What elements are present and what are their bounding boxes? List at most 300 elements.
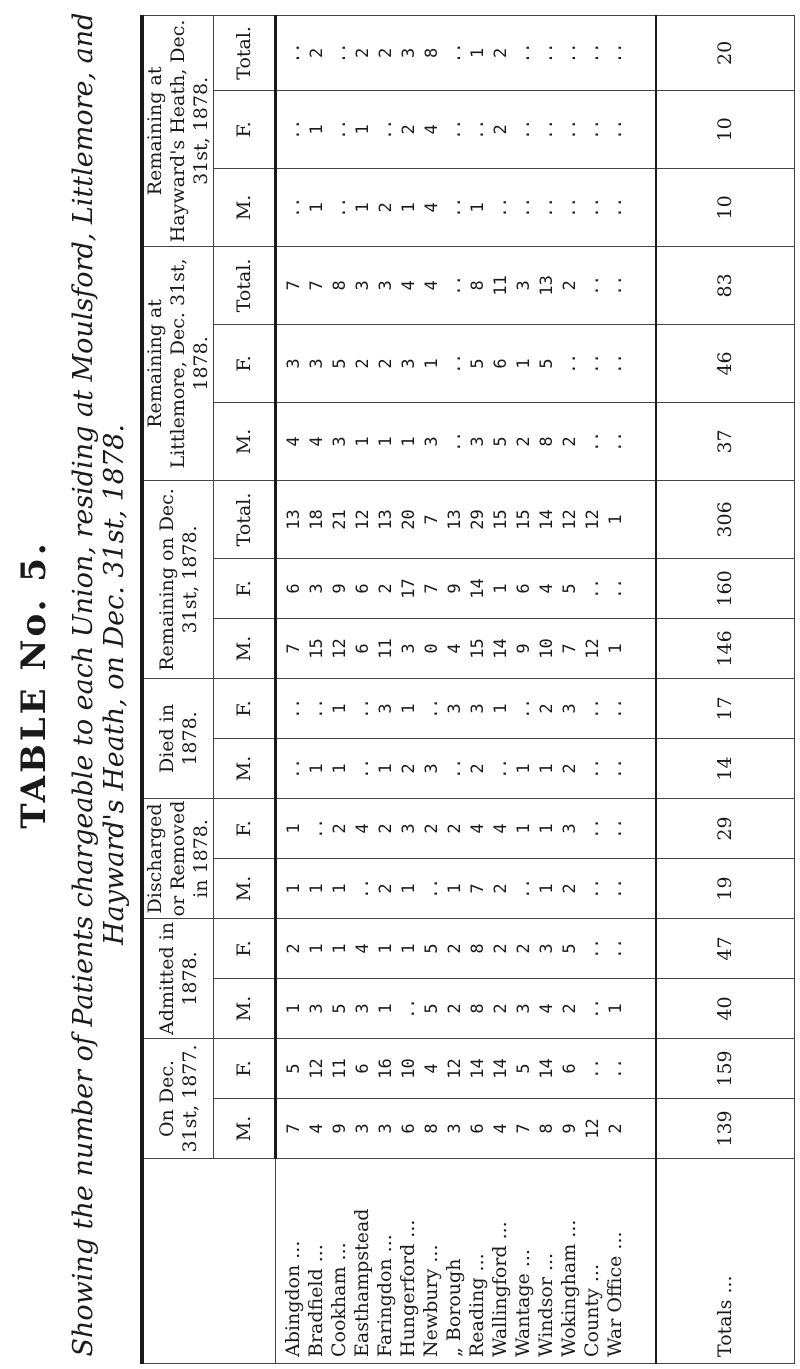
died-m-column-entry: ..: [445, 758, 465, 779]
group-header-on-1877: On Dec. 31st, 1877.: [142, 1039, 214, 1159]
littlemore-m-column-entry: ..: [606, 431, 626, 452]
died-m-column-entry: 2: [468, 763, 488, 774]
hayward-f-column-entry: 2: [399, 124, 419, 135]
hayward-f-column-entry: 1: [307, 124, 327, 135]
remaining-total-column-entry: 20: [399, 509, 419, 530]
discharged-f-column-entry: 1: [537, 823, 557, 834]
hayward-m-column-entry: ..: [491, 197, 511, 218]
discharged-f-column-entry: 2: [445, 823, 465, 834]
died-f-header: F.: [214, 678, 276, 738]
admitted-m-column-entry: ..: [583, 998, 603, 1019]
hayward-f-header: F.: [214, 90, 276, 168]
hayward-f-column-entry: ..: [514, 119, 534, 140]
union-names-entry: Windsor ...: [535, 1252, 557, 1357]
hayward-m-column-entry: 1: [307, 202, 327, 213]
union-names-entry: „ Borough: [443, 1258, 465, 1357]
hayward-f-column-entry: ..: [606, 119, 626, 140]
died-m-column-entry: ..: [606, 758, 626, 779]
remaining-total-column: [276, 480, 656, 558]
died-f-column-entry: ..: [606, 698, 626, 719]
littlemore-m-column-entry: 3: [330, 436, 350, 447]
admitted-m-column-entry: 5: [422, 1003, 442, 1014]
hayward-total-column-entry: 3: [399, 47, 419, 59]
admitted-m-column-entry: ..: [399, 998, 419, 1019]
admitted-f-column-entry: 2: [491, 943, 511, 954]
admitted-f-header: F.: [214, 918, 276, 978]
union-names-entry: Wokingham ...: [558, 1219, 580, 1357]
littlemore-f-column-entry: 2: [353, 358, 373, 369]
littlemore-f-header: F.: [214, 324, 276, 402]
hayward-total-column-entry: ..: [330, 42, 350, 64]
remaining-f-column-entry: 6: [353, 583, 373, 594]
admitted-m-column-entry: 4: [537, 1003, 557, 1014]
total-littlemore-m: 37: [656, 402, 795, 480]
died-f-column-entry: 1: [399, 703, 419, 714]
discharged-f-column: [276, 798, 656, 858]
hayward-m-column: [276, 168, 656, 246]
total-hayward-total: 20: [656, 15, 795, 90]
remaining-total-column-entry: 29: [468, 509, 488, 530]
littlemore-f-column-entry: ..: [560, 353, 580, 374]
on-1877-m-column-entry: 3: [353, 1123, 373, 1134]
littlemore-total-column-entry: 3: [376, 280, 396, 291]
group-header-littlemore: Remaining at Littlemore, Dec. 31st, 1878.: [142, 246, 214, 480]
remaining-total-column-entry: 12: [560, 509, 580, 530]
on-1877-m-column-entry: 4: [307, 1123, 327, 1134]
littlemore-total-column-entry: 3: [353, 280, 373, 291]
discharged-f-column-entry: ..: [307, 818, 327, 839]
hayward-total-column-entry: 2: [307, 47, 327, 59]
on-1877-f-column-entry: 5: [284, 1063, 304, 1074]
totals-label: Totals ...: [656, 1159, 795, 1364]
hayward-f-column-entry: ..: [284, 119, 304, 140]
hayward-m-column-entry: ..: [284, 197, 304, 218]
admitted-m-column-entry: 3: [307, 1003, 327, 1014]
union-names: [276, 1159, 656, 1364]
total-on-1877-m: 139: [656, 1099, 795, 1159]
hayward-m-column-entry: ..: [537, 197, 557, 218]
total-remaining-total: 306: [656, 480, 795, 558]
hayward-total-column-entry: ..: [583, 42, 603, 64]
union-names-entry: Hungerford ...: [397, 1219, 419, 1357]
hayward-total-column-entry: ..: [514, 42, 534, 64]
remaining-m-column-entry: 11: [376, 638, 396, 659]
hayward-m-column-entry: ..: [606, 197, 626, 218]
discharged-f-column-entry: 3: [560, 823, 580, 834]
on-1877-m-column-entry: 8: [422, 1123, 442, 1134]
on-1877-m-column-entry: 2: [606, 1123, 626, 1134]
hayward-f-column-entry: 4: [422, 124, 442, 135]
admitted-f-column-entry: 3: [537, 943, 557, 954]
discharged-m-column-entry: ..: [422, 878, 442, 899]
littlemore-total-column-entry: 4: [422, 280, 442, 291]
littlemore-m-header: M.: [214, 402, 276, 480]
on-1877-m-column-entry: 3: [445, 1123, 465, 1134]
discharged-f-column-entry: 2: [376, 823, 396, 834]
hayward-total-column-entry: ..: [560, 42, 580, 64]
remaining-m-column-entry: 10: [537, 638, 557, 659]
admitted-m-column-entry: 2: [445, 1003, 465, 1014]
died-m-column-entry: 1: [537, 763, 557, 774]
remaining-f-column-entry: 17: [399, 578, 419, 599]
remaining-f-column-entry: 6: [514, 583, 534, 594]
total-littlemore-total: 83: [656, 246, 795, 324]
discharged-f-column-entry: 1: [514, 823, 534, 834]
on-1877-m-header: M.: [214, 1099, 276, 1159]
littlemore-f-column-entry: 3: [307, 358, 327, 369]
discharged-f-column-entry: 4: [468, 823, 488, 834]
total-on-1877-f: 159: [656, 1039, 795, 1099]
admitted-f-column-entry: 5: [560, 943, 580, 954]
littlemore-total-column-entry: 2: [560, 280, 580, 291]
died-m-column-entry: 1: [376, 763, 396, 774]
hayward-total-column-entry: 8: [422, 47, 442, 59]
remaining-m-column-entry: 3: [399, 643, 419, 654]
died-f-column-entry: 3: [445, 703, 465, 714]
littlemore-total-column-entry: 13: [537, 275, 557, 296]
remaining-total-column-entry: 12: [583, 509, 603, 530]
discharged-m-column: [276, 858, 656, 918]
union-names-entry: Wallingford ...: [489, 1221, 511, 1357]
remaining-f-column-entry: 2: [376, 583, 396, 594]
admitted-m-header: M.: [214, 979, 276, 1039]
discharged-m-column-entry: 2: [491, 883, 511, 894]
littlemore-m-column-entry: 2: [560, 436, 580, 447]
total-hayward-f: 10: [656, 90, 795, 168]
group-header-discharged: Discharged or Removed in 1878.: [142, 798, 214, 918]
group-header-died: Died in 1878.: [142, 678, 214, 798]
on-1877-m-column-entry: 7: [514, 1123, 534, 1134]
union-names-entry: Bradfield ...: [305, 1244, 327, 1357]
hayward-m-column-entry: ..: [583, 197, 603, 218]
hayward-m-column-entry: 4: [422, 202, 442, 213]
on-1877-m-column-entry: 3: [376, 1123, 396, 1134]
on-1877-m-column-entry: 4: [491, 1123, 511, 1134]
died-m-column-entry: ..: [284, 758, 304, 779]
discharged-m-column-entry: 2: [560, 883, 580, 894]
on-1877-m-column-entry: 6: [468, 1123, 488, 1134]
died-f-column-entry: ..: [583, 698, 603, 719]
admitted-m-column-entry: 3: [514, 1003, 534, 1014]
discharged-f-column-entry: ..: [606, 818, 626, 839]
on-1877-f-column-entry: 5: [514, 1063, 534, 1074]
admitted-m-column: [276, 979, 656, 1039]
littlemore-m-column-entry: 5: [491, 436, 511, 447]
discharged-m-column-entry: 1: [330, 883, 350, 894]
admitted-f-column-entry: 5: [422, 943, 442, 954]
hayward-total-column: [276, 15, 656, 90]
discharged-f-column-entry: 3: [399, 823, 419, 834]
admitted-m-column-entry: 1: [284, 1003, 304, 1014]
hayward-f-column-entry: ..: [560, 119, 580, 140]
hayward-total-column-entry: 1: [468, 47, 488, 59]
on-1877-m-column-entry: 7: [284, 1123, 304, 1134]
littlemore-m-column-entry: 1: [376, 436, 396, 447]
littlemore-f-column-entry: 3: [284, 358, 304, 369]
littlemore-total-column-entry: 8: [468, 280, 488, 291]
remaining-f-column-entry: 1: [491, 583, 511, 594]
on-1877-m-column: [276, 1099, 656, 1159]
littlemore-m-column-entry: 3: [468, 436, 488, 447]
discharged-m-column-entry: 7: [468, 883, 488, 894]
on-1877-f-column-entry: 11: [330, 1058, 350, 1079]
total-hayward-m: 10: [656, 168, 795, 246]
group-header-remaining: Remaining on Dec. 31st, 1878.: [142, 480, 214, 678]
on-1877-f-column-entry: 6: [560, 1063, 580, 1074]
total-remaining-f: 160: [656, 558, 795, 618]
remaining-m-column-entry: 7: [284, 643, 304, 654]
admitted-f-column-entry: ..: [583, 938, 603, 959]
littlemore-total-column-entry: 7: [284, 280, 304, 291]
hayward-f-column: [276, 90, 656, 168]
littlemore-f-column-entry: 5: [537, 358, 557, 369]
remaining-f-column-entry: ..: [583, 578, 603, 599]
total-died-m: 14: [656, 738, 795, 798]
died-m-column: [276, 738, 656, 798]
on-1877-f-column: [276, 1039, 656, 1099]
admitted-m-column-entry: 1: [376, 1003, 396, 1014]
littlemore-total-column: [276, 246, 656, 324]
remaining-total-column-entry: 1: [606, 514, 626, 525]
on-1877-f-column-entry: 14: [537, 1058, 557, 1079]
discharged-f-column-entry: ..: [583, 818, 603, 839]
died-m-column-entry: 2: [399, 763, 419, 774]
remaining-f-column-entry: 4: [537, 583, 557, 594]
union-names-entry: Wantage ...: [512, 1249, 534, 1357]
union-names-entry: County ...: [581, 1264, 603, 1357]
admitted-m-column-entry: 8: [468, 1003, 488, 1014]
total-remaining-m: 146: [656, 618, 795, 678]
remaining-m-column-entry: 4: [445, 643, 465, 654]
hayward-total-column-entry: 2: [491, 47, 511, 59]
hayward-total-column-entry: ..: [284, 42, 304, 64]
littlemore-m-column-entry: 2: [514, 436, 534, 447]
littlemore-f-column-entry: 3: [399, 358, 419, 369]
littlemore-f-column-entry: 1: [514, 358, 534, 369]
admitted-f-column-entry: 8: [468, 943, 488, 954]
remaining-m-column-entry: 14: [491, 638, 511, 659]
remaining-total-column-entry: 18: [307, 509, 327, 530]
remaining-m-header: M.: [214, 618, 276, 678]
admitted-m-column-entry: 2: [560, 1003, 580, 1014]
hayward-f-column-entry: 1: [353, 124, 373, 135]
on-1877-m-column-entry: 6: [399, 1123, 419, 1134]
discharged-m-column-entry: 1: [537, 883, 557, 894]
union-names-entry: Abingdon ...: [282, 1240, 304, 1357]
remaining-f-column-entry: 9: [445, 583, 465, 594]
died-m-column-entry: 2: [560, 763, 580, 774]
discharged-m-column-entry: 1: [284, 883, 304, 894]
remaining-f-column-entry: 5: [560, 583, 580, 594]
discharged-m-column-entry: ..: [583, 878, 603, 899]
died-m-column-entry: 1: [330, 763, 350, 774]
littlemore-f-column-entry: ..: [445, 353, 465, 374]
died-m-column-entry: ..: [491, 758, 511, 779]
hayward-f-column-entry: ..: [330, 119, 350, 140]
remaining-total-column-entry: 12: [353, 509, 373, 530]
union-names-entry: War Office ...: [604, 1231, 626, 1357]
remaining-m-column: [276, 618, 656, 678]
admitted-f-column-entry: 2: [445, 943, 465, 954]
remaining-f-header: F.: [214, 558, 276, 618]
on-1877-f-column-entry: 14: [468, 1058, 488, 1079]
admitted-f-column-entry: 1: [330, 943, 350, 954]
on-1877-f-column-entry: ..: [583, 1058, 603, 1079]
remaining-m-column-entry: 9: [514, 643, 534, 654]
admitted-m-column-entry: 1: [606, 1003, 626, 1014]
remaining-f-column-entry: ..: [606, 578, 626, 599]
littlemore-total-column-entry: 4: [399, 280, 419, 291]
littlemore-total-column-entry: 3: [514, 280, 534, 291]
died-f-column-entry: ..: [353, 698, 373, 719]
littlemore-f-column: [276, 324, 656, 402]
remaining-m-column-entry: 12: [583, 638, 603, 659]
hayward-m-column-entry: ..: [330, 197, 350, 218]
hayward-f-column-entry: ..: [583, 119, 603, 140]
admitted-f-column-entry: 4: [353, 943, 373, 954]
remaining-total-column-entry: 13: [284, 509, 304, 530]
discharged-m-header: M.: [214, 858, 276, 918]
patients-table: [140, 0, 795, 1364]
hayward-f-column-entry: ..: [468, 119, 488, 140]
died-f-column-entry: 3: [560, 703, 580, 714]
on-1877-m-column-entry: 8: [537, 1123, 557, 1134]
hayward-total-header: Total.: [214, 15, 276, 90]
total-admitted-m: 40: [656, 979, 795, 1039]
remaining-f-column-entry: 7: [422, 583, 442, 594]
littlemore-f-column-entry: 1: [422, 358, 442, 369]
died-f-column-entry: ..: [422, 698, 442, 719]
discharged-m-column-entry: 1: [445, 883, 465, 894]
admitted-f-column-entry: 1: [307, 943, 327, 954]
remaining-m-column-entry: 6: [353, 643, 373, 654]
died-m-column-entry: 1: [307, 763, 327, 774]
hayward-m-column-entry: ..: [560, 197, 580, 218]
discharged-m-column-entry: 1: [399, 883, 419, 894]
union-names-entry: Reading ...: [466, 1253, 488, 1357]
discharged-f-column-entry: 4: [353, 823, 373, 834]
died-m-column-entry: 1: [514, 763, 534, 774]
discharged-f-column-entry: 2: [422, 823, 442, 834]
on-1877-f-column-entry: 6: [353, 1063, 373, 1074]
group-header-admitted: Admitted in 1878.: [142, 918, 214, 1038]
discharged-m-column-entry: ..: [353, 878, 373, 899]
union-header: [142, 1159, 276, 1364]
remaining-m-column-entry: 15: [307, 638, 327, 659]
died-f-column-entry: 2: [537, 703, 557, 714]
discharged-f-column-entry: 2: [330, 823, 350, 834]
admitted-f-column-entry: 2: [284, 943, 304, 954]
hayward-m-column-entry: ..: [514, 197, 534, 218]
hayward-total-column-entry: ..: [537, 42, 557, 64]
hayward-m-column-entry: ..: [445, 197, 465, 218]
total-discharged-f: 29: [656, 798, 795, 858]
died-f-column-entry: ..: [514, 698, 534, 719]
littlemore-total-column-entry: ..: [583, 275, 603, 296]
remaining-f-column-entry: 9: [330, 583, 350, 594]
table-number: TABLE No. 5.: [14, 540, 54, 829]
hayward-total-column-entry: 2: [376, 47, 396, 59]
union-names-entry: Newbury ...: [420, 1244, 442, 1357]
admitted-m-column-entry: 5: [330, 1003, 350, 1014]
littlemore-total-header: Total.: [214, 246, 276, 324]
discharged-m-column-entry: 1: [307, 883, 327, 894]
total-discharged-m: 19: [656, 858, 795, 918]
on-1877-m-column-entry: 9: [330, 1123, 350, 1134]
littlemore-total-column-entry: ..: [445, 275, 465, 296]
admitted-m-column-entry: 2: [491, 1003, 511, 1014]
admitted-f-column-entry: ..: [606, 938, 626, 959]
littlemore-total-column-entry: 11: [491, 275, 511, 296]
total-littlemore-f: 46: [656, 324, 795, 402]
died-f-column: [276, 678, 656, 738]
admitted-f-column-entry: 1: [399, 943, 419, 954]
hayward-f-column-entry: 2: [491, 124, 511, 135]
littlemore-total-column-entry: ..: [606, 275, 626, 296]
died-m-column-entry: ..: [353, 758, 373, 779]
hayward-total-column-entry: ..: [606, 42, 626, 64]
on-1877-f-column-entry: 16: [376, 1058, 396, 1079]
hayward-m-column-entry: 2: [376, 202, 396, 213]
died-f-column-entry: 1: [330, 703, 350, 714]
on-1877-m-column-entry: 12: [583, 1118, 603, 1139]
died-f-column-entry: 3: [376, 703, 396, 714]
remaining-m-column-entry: 0: [422, 643, 442, 654]
littlemore-m-column-entry: 1: [353, 436, 373, 447]
remaining-total-column-entry: 15: [514, 509, 534, 530]
remaining-total-column-entry: 13: [376, 509, 396, 530]
littlemore-m-column-entry: 3: [422, 436, 442, 447]
remaining-total-header: Total.: [214, 480, 276, 558]
littlemore-f-column-entry: 6: [491, 358, 511, 369]
total-admitted-f: 47: [656, 918, 795, 978]
remaining-total-column-entry: 7: [422, 514, 442, 525]
admitted-f-column-entry: 2: [514, 943, 534, 954]
remaining-m-column-entry: 1: [606, 643, 626, 654]
hayward-total-column-entry: ..: [445, 42, 465, 64]
table-caption: Showing the number of Patients chargeable to each Union, residing at Moulsford, Littlemore, and Hayward's Heath, on Dec. 31st, 1878.: [68, 12, 130, 1357]
died-f-column-entry: 3: [468, 703, 488, 714]
died-m-column-entry: ..: [583, 758, 603, 779]
discharged-f-column-entry: 4: [491, 823, 511, 834]
hayward-m-column-entry: 1: [353, 202, 373, 213]
discharged-f-column-entry: 1: [284, 823, 304, 834]
discharged-m-column-entry: ..: [514, 878, 534, 899]
littlemore-f-column-entry: 5: [468, 358, 488, 369]
remaining-total-column-entry: 14: [537, 509, 557, 530]
littlemore-total-column-entry: 7: [307, 280, 327, 291]
littlemore-f-column-entry: ..: [606, 353, 626, 374]
admitted-f-column-entry: 1: [376, 943, 396, 954]
on-1877-f-column-entry: 12: [307, 1058, 327, 1079]
remaining-m-column-entry: 15: [468, 638, 488, 659]
hayward-m-column-entry: 1: [399, 202, 419, 213]
died-f-column-entry: ..: [284, 698, 304, 719]
hayward-total-column-entry: 2: [353, 47, 373, 59]
littlemore-f-column-entry: 2: [376, 358, 396, 369]
remaining-total-column-entry: 21: [330, 509, 350, 530]
littlemore-m-column-entry: 4: [284, 436, 304, 447]
died-m-header: M.: [214, 738, 276, 798]
hayward-f-column-entry: ..: [445, 119, 465, 140]
on-1877-f-column-entry: 10: [399, 1058, 419, 1079]
on-1877-f-header: F.: [214, 1039, 276, 1099]
remaining-m-column-entry: 7: [560, 643, 580, 654]
remaining-total-column-entry: 15: [491, 509, 511, 530]
littlemore-m-column-entry: 8: [537, 436, 557, 447]
littlemore-m-column: [276, 402, 656, 480]
died-m-column-entry: 3: [422, 763, 442, 774]
